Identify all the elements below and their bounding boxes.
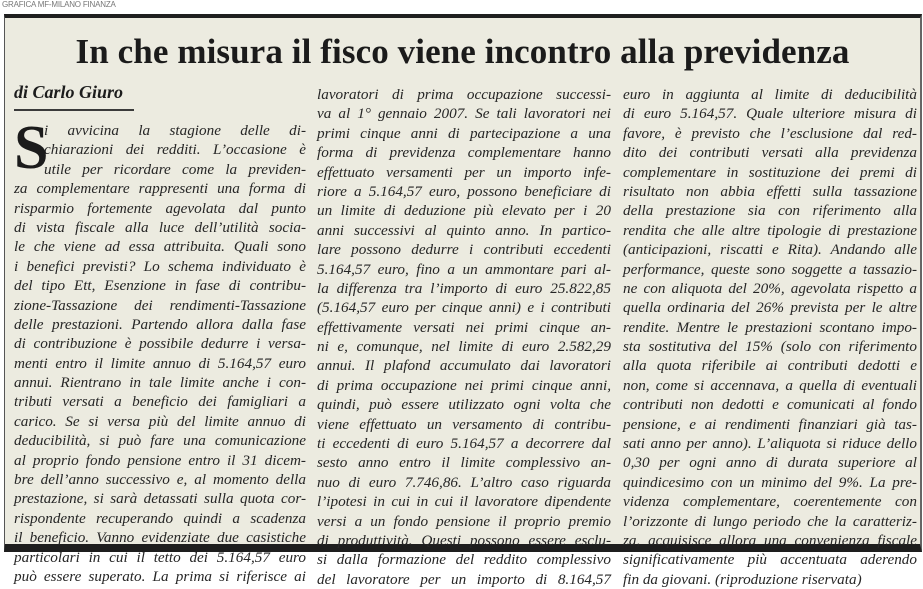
text-line: zione-Tassazione dei rendimenti-Tassazione — [14, 296, 306, 314]
text-line: nuo di euro 7.746,86. L’altro caso riguarda — [317, 473, 611, 491]
text-line: di vista fiscale alla luce dell’utilità socia- — [14, 218, 306, 236]
text-line: pensione, e ai rendimenti finanziari già tas- — [623, 415, 917, 433]
text-line: l’orizzonte di lungo periodo che la caratteriz- — [623, 512, 917, 530]
text-line: annui. Rientrano in tale limite anche i con- — [14, 374, 306, 392]
text-line: sesto anno entro il limite complessivo an- — [317, 454, 611, 472]
text-line: za complementare rappresenti una forma di — [14, 180, 306, 198]
graphic-credit: GRAFICA MF-MILANO FINANZA — [2, 0, 116, 9]
text-line: 0,30 per ogni anno di durata superiore al — [623, 454, 917, 472]
text-line: si dalla formazione del reddito complessivo — [317, 551, 611, 569]
text-line: ne con aliquota del 20%, agevolata rispetto a — [623, 279, 917, 297]
text-line: bre dell’anno successivo e, al momento della — [14, 471, 306, 489]
text-line: 5.164,57 euro, fino a un ammontare pari al- — [317, 260, 611, 278]
text-line: particolari in cui il tetto dei 5.164,57 euro — [14, 548, 306, 566]
text-line: della prestazione sia con riferimento alla — [623, 202, 917, 220]
text-line: rispondente recuperando quindi a scadenza — [14, 509, 306, 527]
text-line: può essere superato. La prima si riferisce ai — [14, 567, 306, 585]
text-line: prestazione, si sarà detassati sulla quota cor- — [14, 490, 306, 508]
text-line: al proprio fondo pensione entro il 31 dicem- — [14, 451, 306, 469]
column-1-text — [14, 121, 306, 586]
text-line: dito dei contributi versati alla previdenza — [623, 144, 917, 162]
text-line: rendite. Mentre le prestazioni scontano impo- — [623, 318, 917, 336]
text-line: chiarazioni dei redditi. L’occasione è — [44, 141, 306, 159]
text-line: effettivamente versati nei primi cinque an- — [317, 318, 611, 336]
text-line: carico. Se si versa più del limite annuo di — [14, 412, 306, 430]
text-line: quindi, può essere utilizzato ogni volta che — [317, 396, 611, 414]
text-line: videnza complementare, coerentemente con — [623, 493, 917, 511]
article-column-3 — [623, 85, 917, 589]
text-line: complementare in sostituzione dei premi di — [623, 163, 917, 181]
text-line: za, acquisisce allora una convenienza fiscale — [623, 531, 917, 549]
text-line: l’ipotesi in cui in cui il lavoratore dipendente — [317, 493, 611, 511]
article-headline: In che misura il fisco viene incontro alla previdenza — [75, 32, 850, 71]
text-line: contributi non dedotti e comunicati al fondo — [623, 396, 917, 414]
text-line: lavoratori di prima occupazione successi- — [317, 86, 611, 103]
text-line: di prima occupazione nei primi cinque anni, — [317, 376, 611, 394]
article-column-1 — [14, 114, 306, 586]
text-line: annui. Il plafond accumulato dai lavoratori — [317, 357, 611, 375]
column-3-text — [623, 85, 917, 589]
text-line: le che viene ad essa attribuita. Quali sono — [14, 238, 306, 256]
text-line: (5.164,57 euro per cinque anni) e i contributi — [317, 299, 611, 317]
text-line: performance, queste sono soggette a tassazio- — [623, 260, 917, 278]
text-line: effettuato versamenti per un importo infe- — [317, 163, 611, 181]
text-line: deducibilità, si può fare una comunicazione — [14, 432, 306, 450]
text-line: anni successivi al quinto anno. In partico- — [317, 221, 611, 239]
text-line: un limite di deduzione più elevato per i 20 — [317, 202, 611, 220]
text-line: forma di previdenza complementare hanno — [317, 144, 611, 162]
text-line: di contribuzione è possibile dedurre i versa- — [14, 335, 306, 353]
text-line: quella ordinaria del 26% prevista per le altre — [623, 299, 917, 317]
text-line: il beneficio. Vanno evidenziate due casistiche — [14, 529, 306, 547]
text-line: significativamente più accentuata aderendo — [623, 551, 917, 569]
text-line: (anticipazioni, riscatti e Rita). Andando alle — [623, 241, 917, 259]
text-line: va al 1° gennaio 2007. Se tali lavoratori nei — [317, 105, 611, 123]
byline-divider — [14, 109, 134, 111]
text-line: lare possono dedurre i contributi eccedenti — [317, 241, 611, 259]
text-line: utile per ricordare come la previden- — [44, 160, 306, 178]
drop-cap: S — [14, 114, 49, 182]
text-line: del lavoratore per un importo di 8.164,57 — [317, 570, 611, 588]
text-line: tributi versati a beneficio dei famigliari a — [14, 393, 306, 411]
text-line: primi cinque anni di partecipazione a una — [317, 124, 611, 142]
text-line: delle prestazioni. Partendo allora dalla fase — [14, 315, 306, 333]
text-line: riore a 5.164,57 euro, possono beneficiare di — [317, 182, 611, 200]
article-panel — [4, 14, 922, 588]
text-line: non, come si accennava, a quella di eventuali — [623, 376, 917, 394]
text-line: risultato non abbia effetti sulla tassazione — [623, 182, 917, 200]
text-line: alla quota riferibile ai contributi dedotti e — [623, 357, 917, 375]
text-line: del tipo Ett, Esenzione in fase di contribu- — [14, 277, 306, 295]
column-2-text — [317, 85, 611, 589]
text-line: ni e, comunque, nel limite di euro 2.582,29 — [317, 338, 611, 356]
text-line: menti entro il limite annuo di 5.164,57 euro — [14, 354, 306, 372]
text-line: risparmio fortemente agevolata dal punto — [14, 199, 306, 217]
text-line: di euro 5.164,57. Quale ulteriore misura di — [623, 105, 917, 123]
text-line: versi a un fondo pensione il proprio premio — [317, 512, 611, 530]
text-line: viene effettuato un versamento di contribu- — [317, 415, 611, 433]
text-line: quindicesimo con un minimo del 9%. La pre- — [623, 473, 917, 491]
text-line: i benefici previsti? Lo schema individuato è — [14, 257, 306, 275]
text-line: sati anno per anno). L’aliquota si riduce dello — [623, 435, 917, 453]
text-line: favore, è previsto che l’esclusione dal red- — [623, 124, 917, 142]
text-line: di produttività. Questi possono essere esclu- — [317, 531, 611, 549]
text-line: i avvicina la stagione delle di- — [44, 122, 306, 139]
text-line: fin da giovani. (riproduzione riservata) — [623, 570, 862, 588]
text-line: ti eccedenti di euro 5.164,57 a decorrere dal — [317, 435, 611, 453]
text-line: la differenza tra l’importo di euro 25.822,85 — [317, 279, 611, 297]
text-line: euro in aggiunta al limite di deducibilità — [623, 86, 917, 103]
text-line: sta sostitutiva del 15% (solo con riferimento — [623, 338, 917, 356]
article-byline: di Carlo Giuro — [14, 82, 124, 102]
text-line: rendita che alle altre tipologie di prestazione — [623, 221, 917, 239]
article-column-2 — [317, 85, 611, 589]
